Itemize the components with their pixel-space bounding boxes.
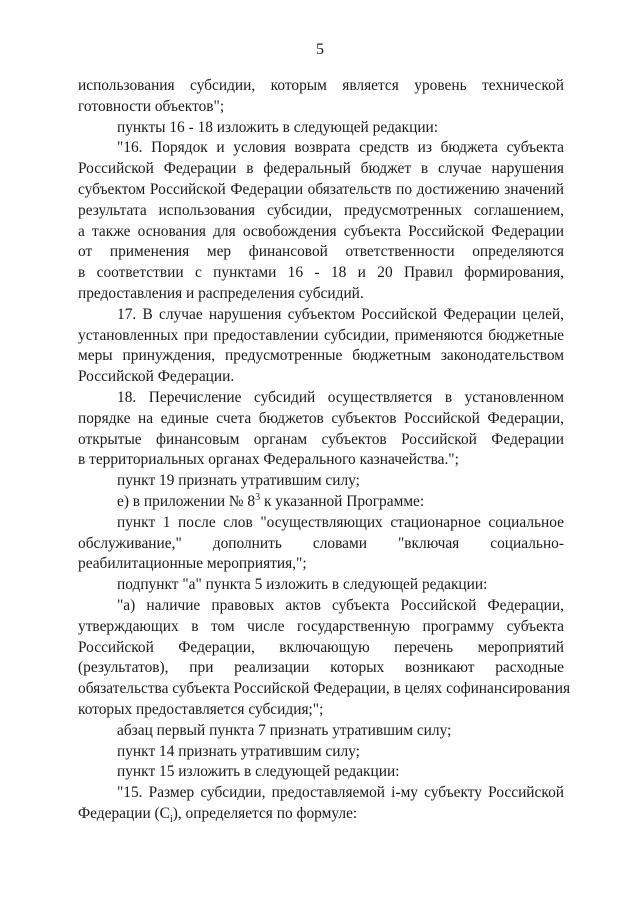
text-line [78,222,564,243]
text-line [78,679,571,700]
text-line [78,638,564,659]
text-line-content: обязательства субъекта Российской Федерации, в целях софинансирования [78,680,571,698]
text-line [78,201,564,222]
text-line [78,450,564,471]
text-line [78,430,564,451]
text-line [78,513,564,534]
text-line [78,284,564,305]
text-line-content: использования субсидии, которым является уровень технической [78,77,564,94]
text-line-content: пункт 14 признать утратившим силу; [117,742,360,760]
text-line-content: е) в приложении № 8 [117,492,256,510]
text-line-content: в соответствии с пунктами 16 - 18 и 20 Правил формирования, [78,264,564,282]
text-line-content: утверждающих в том числе государственную программу субъекта [78,617,564,635]
text-line [78,575,564,596]
text-line-content: Российской Федерации в федеральный бюджет в случае нарушения [78,160,564,178]
text-line-content: открытые финансовым органам субъектов Российской Федерации [78,430,564,448]
text-line [78,76,564,97]
text-line-content: Федерации (C [78,804,170,822]
text-line-content: предоставления и распределения субсидий. [78,284,364,302]
text-line-content: (результатов), при реализации которых возникают расходные [78,659,564,677]
text-line [78,367,564,388]
text-line [78,658,564,679]
text-line [78,263,564,284]
text-line-content: субъектом Российской Федерации обязательств по достижению значений [78,180,564,198]
text-line-content: а также основания для освобождения субъекта Российской Федерации [78,222,564,240]
superscript: 3 [255,491,261,503]
text-line-content: пункт 1 после слов "осуществляющих стационарное социальное [117,513,564,531]
text-line [78,346,564,367]
text-line-content: 18. Перечисление субсидий осуществляется в установленном [117,388,564,406]
text-line [78,783,564,804]
text-line [78,180,564,201]
text-line [78,762,564,783]
text-line [78,804,564,825]
text-line-content: "16. Порядок и условия возврата средств из бюджета субъекта [117,139,564,157]
subscript: i [169,813,173,825]
text-line [78,409,564,430]
text-line [78,742,564,763]
text-line [78,305,564,326]
text-line [78,138,564,159]
text-line [78,596,564,617]
text-line-content: "15. Размер субсидии, предоставляемой i-му субъекту Российской [117,784,564,802]
text-line [78,242,564,263]
text-line-content: Российской Федерации. [78,368,235,386]
text-line-content: подпункт "а" пункта 5 изложить в следующей редакции: [117,576,488,594]
text-line [78,471,564,492]
text-line [78,700,564,721]
text-line-content: пункт 15 изложить в следующей редакции: [117,763,400,781]
text-line-content: обслуживание," дополнить словами "включая социально- [78,534,564,552]
text-line-content: порядке на единые счета бюджетов субъектов Российской Федерации, [78,409,564,427]
text-line [78,554,564,575]
text-line-content: абзац первый пункта 7 признать утратившим силу; [117,721,452,739]
text-line-tail: ), определяется по формуле: [172,804,358,822]
text-line-tail: к указанной Программе: [260,492,425,510]
text-line [78,617,564,638]
text-line-content: установленных при предоставлении субсидии, применяются бюджетные [78,326,564,344]
text-line-content: в территориальных органах Федерального казначейства."; [78,451,459,469]
text-line [78,388,564,409]
text-line [78,159,564,180]
document-body [78,76,571,825]
text-line-content: готовности объектов"; [78,97,225,115]
text-line-content: реабилитационные мероприятия,"; [78,555,307,573]
text-line-content: меры принуждения, предусмотренные бюджетным законодательством [78,347,564,365]
page-number: 5 [316,41,324,58]
text-line-content: Российской Федерации, включающую перечень мероприятий [78,638,564,656]
text-line [78,534,564,555]
text-line-content: результата использования субсидии, предусмотренных соглашением, [78,201,564,219]
text-line [78,118,564,139]
text-line [78,492,564,513]
text-line-content: которых предоставляется субсидия;"; [78,700,324,718]
text-line [78,721,564,742]
text-line-content: пункты 16 - 18 изложить в следующей редакции: [117,118,439,136]
text-line-content: от применения мер финансовой ответственности определяются [78,243,564,261]
text-line [78,97,564,118]
text-line-content: пункт 19 признать утратившим силу; [117,472,360,490]
text-line-content: 17. В случае нарушения субъектом Российской Федерации целей, [117,305,564,323]
text-line [78,326,564,347]
text-line-content: "а) наличие правовых актов субъекта Российской Федерации, [117,596,564,614]
